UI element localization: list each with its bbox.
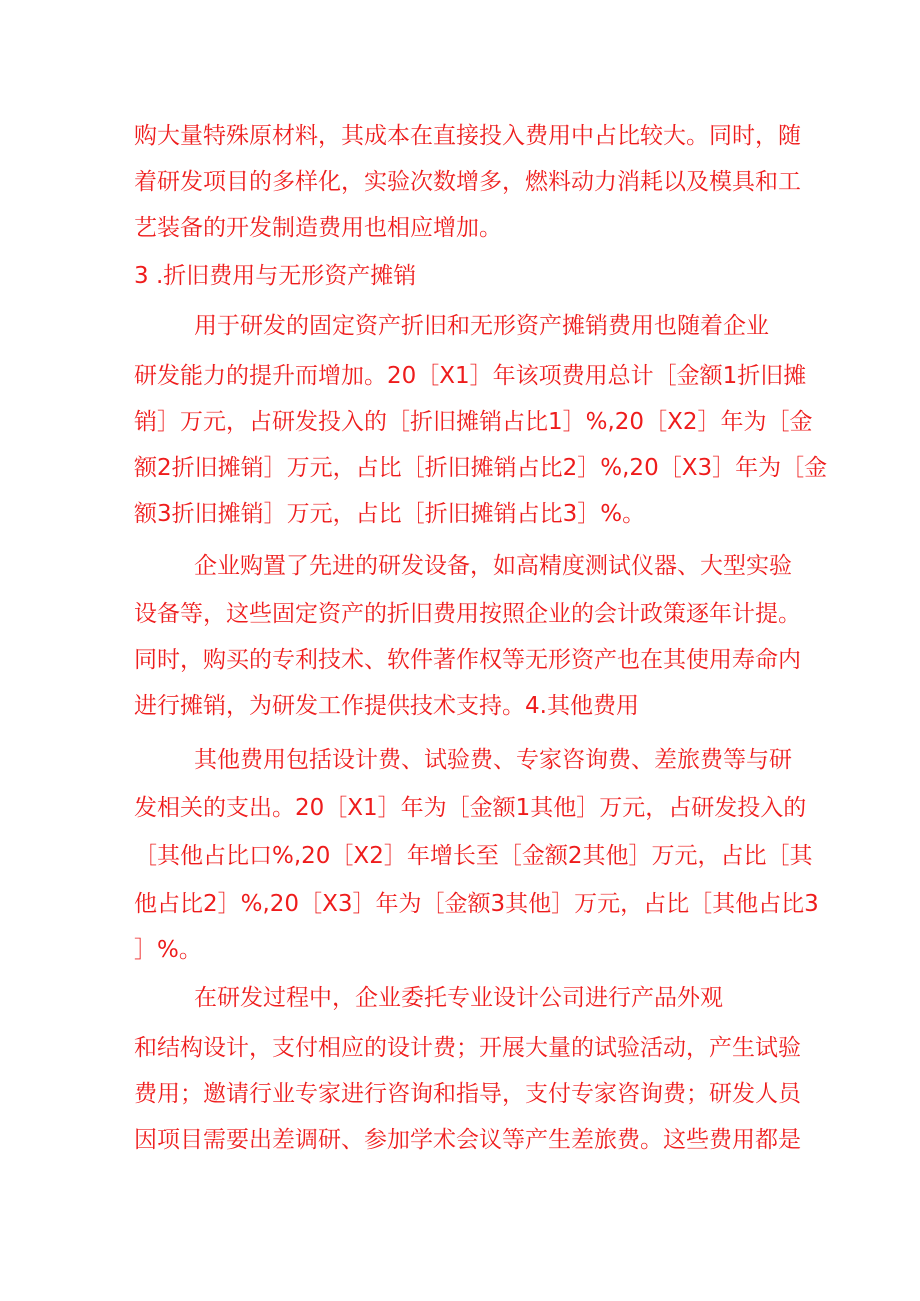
paragraph-line: ］%。	[134, 937, 202, 963]
paragraph-line: ［其他占比口%,20［X2］年增长至［金额2其他］万元，占比［其	[134, 843, 813, 869]
paragraph-line: 因项目需要出差调研、参加学术会议等产生差旅费。这些费用都是	[134, 1127, 801, 1153]
paragraph-line: 他占比2］%,20［X3］年为［金额3其他］万元，占比［其他占比3	[134, 891, 819, 917]
paragraph-line: 其他费用包括设计费、试验费、专家咨询费、差旅费等与研	[194, 747, 792, 773]
paragraph-line: 费用；邀请行业专家进行咨询和指导，支付专家咨询费；研发人员	[134, 1081, 801, 1107]
paragraph-line: 销］万元，占研发投入的［折旧摊销占比1］%,20［X2］年为［金	[134, 409, 813, 435]
paragraph-line: 在研发过程中，企业委托专业设计公司进行产品外观	[194, 985, 723, 1011]
section-heading: 3 .折旧费用与无形资产摊销	[134, 263, 417, 289]
paragraph-line: 进行摊销，为研发工作提供技术支持。4.其他费用	[134, 693, 639, 719]
body-text	[134, 0, 828, 1301]
paragraph-line: 同时，购买的专利技术、软件著作权等无形资产也在其使用寿命内	[134, 647, 801, 673]
paragraph-line: 用于研发的固定资产折旧和无形资产摊销费用也随着企业	[194, 313, 769, 339]
paragraph-line: 购大量特殊原材料，其成本在直接投入费用中占比较大。同时，随	[134, 123, 801, 149]
paragraph-line: 企业购置了先进的研发设备，如高精度测试仪器、大型实验	[194, 553, 792, 579]
paragraph-line: 额2折旧摊销］万元，占比［折旧摊销占比2］%,20［X3］年为［金	[134, 455, 828, 481]
paragraph-line: 发相关的支出。20［X1］年为［金额1其他］万元，占研发投入的	[134, 795, 807, 821]
paragraph-line: 额3折旧摊销］万元，占比［折旧摊销占比3］%。	[134, 501, 646, 527]
paragraph-line: 和结构设计，支付相应的设计费；开展大量的试验活动，产生试验	[134, 1035, 801, 1061]
paragraph-line: 着研发项目的多样化，实验次数增多，燃料动力消耗以及模具和工	[134, 169, 801, 195]
paragraph-line: 研发能力的提升而增加。20［X1］年该项费用总计［金额1折旧摊	[134, 363, 807, 389]
paragraph-line: 艺装备的开发制造费用也相应增加。	[134, 215, 502, 241]
paragraph-line: 设备等，这些固定资产的折旧费用按照企业的会计政策逐年计提。	[134, 601, 801, 627]
